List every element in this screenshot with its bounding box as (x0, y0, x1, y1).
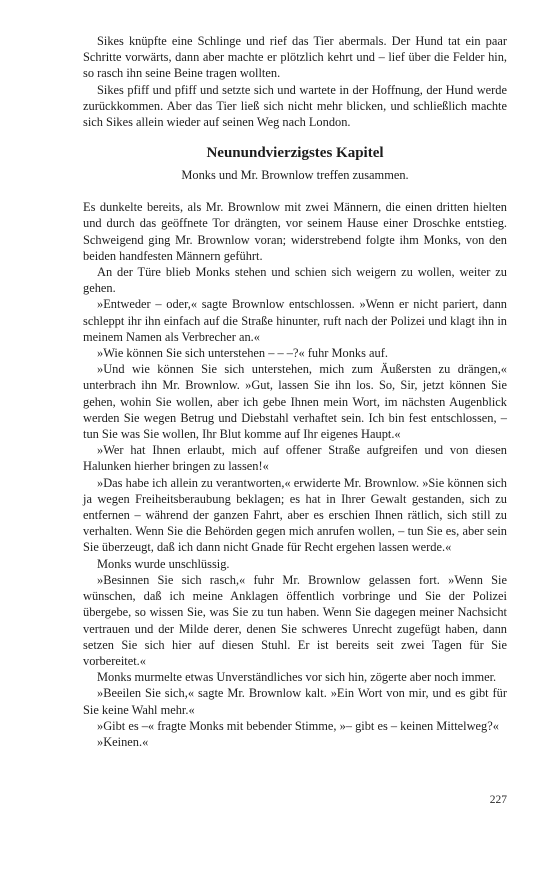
chapter-paragraph: »Das habe ich allein zu verantworten,« erwiderte Mr. Brownlow. »Sie können sich ja wegen Freiheitsberaubung beklagen; es hat in Ihrer Gewalt gestanden, sich zu entfernen – während der ganzen Fahrt, aber es erschien Ihnen rätlich, sich still zu verhalten. Wenn Sie die Behörden gegen mich anrufen wollen, – tun Sie es, aber sein Sie überzeugt, daß ich dann nicht Gnade für Recht ergehen lassen werde.« (83, 475, 507, 555)
chapter-title: Neunundvierzigstes Kapitel (206, 145, 384, 162)
chapter-paragraph: »Wie können Sie sich unterstehen – – –?« fuhr Monks auf. (97, 346, 388, 361)
chapter-paragraph: »Gibt es –« fragte Monks mit bebender Stimme, »– gibt es – keinen Mittelweg?« (97, 718, 499, 733)
chapter-paragraph: An der Türe blieb Monks stehen und schien sich weigern zu wollen, weiter zu gehen. (83, 265, 507, 296)
chapter-paragraph: Es dunkelte bereits, als Mr. Brownlow mit zwei Männern, die einen dritten hielten und durch das geöffnete Tor drängten, vor seinem Hause einer Droschke entstieg. Schweigend ging Mr. Brownlow voran; widerstrebend folgte ihm Monks, von den beiden handfesten Männern geführt. (83, 200, 507, 263)
chapter-paragraph: Monks wurde unschlüssig. (97, 556, 230, 571)
chapter-paragraph: »Wer hat Ihnen erlaubt, mich auf offener Straße aufgreifen und von diesen Halunken hierher bringen zu lassen!« (83, 443, 507, 474)
chapter-paragraph: Monks murmelte etwas Unverständliches vor sich hin, zögerte aber noch immer. (97, 670, 497, 685)
page-number: 227 (489, 794, 507, 806)
chapter-paragraph: »Keinen.« (97, 734, 149, 749)
chapter-paragraph: »Beeilen Sie sich,« sagte Mr. Brownlow kalt. »Ein Wort von mir, und es gibt für Sie keine Wahl mehr.« (83, 686, 507, 717)
chapter-body (83, 199, 507, 750)
intro-paragraph: Sikes knüpfte eine Schlinge und rief das Tier abermals. Der Hund tat ein paar Schritte vorwärts, dann aber machte er plötzlich kehrt und – lief über die Felder hin, so rasch ihn seine Beine tragen wollten. (83, 34, 507, 81)
book-page (83, 33, 507, 833)
intro-paragraph: Sikes pfiff und pfiff und setzte sich und wartete in der Hoffnung, der Hund werde zurückkommen. Aber das Tier ließ sich nicht mehr blicken, und schließlich machte sich Sikes allein wieder auf seinen Weg nach London. (83, 82, 507, 130)
chapter-paragraph: »Entweder – oder,« sagte Brownlow entschlossen. »Wenn er nicht pariert, dann schleppt ihr ihn einfach auf die Straße hinunter, ruft nach der Polizei und klagt ihn in meinem Namen als Verbrecher an.« (83, 297, 507, 344)
chapter-paragraph: »Und wie können Sie sich unterstehen, mich zum Äußersten zu drängen,« unterbrach ihn Mr. Brownlow. »Gut, lassen Sie ihn los. So, Sir, jetzt können Sie gehen, wohin Sie wollen, aber ich gebe Ihnen mein Wort, im nächsten Augenblick werden Sie wegen Betrug und Diebstahl verhaftet sein. Ich bin fest entschlossen, – tun Sie was Sie wollen, Ihr Blut komme auf Ihr eigenes Haupt.« (83, 362, 507, 442)
intro-section (83, 33, 507, 130)
chapter-paragraph: »Besinnen Sie sich rasch,« fuhr Mr. Brownlow gelassen fort. »Wenn Sie wünschen, daß ich meine Anklagen öffentlich vorbringe und Sie der Polizei übergebe, so wissen Sie, was Sie zu tun haben. Wenn Sie dagegen meiner Nachsicht vertrauen und der Milde derer, denen Sie schweres Unrecht zugefügt haben, dann setzen Sie sich hier auf diesen Stuhl. Er ist bereits seit zwei Tagen für Sie vorbereitet.« (83, 572, 507, 668)
chapter-subtitle: Monks und Mr. Brownlow treffen zusammen. (181, 168, 409, 183)
